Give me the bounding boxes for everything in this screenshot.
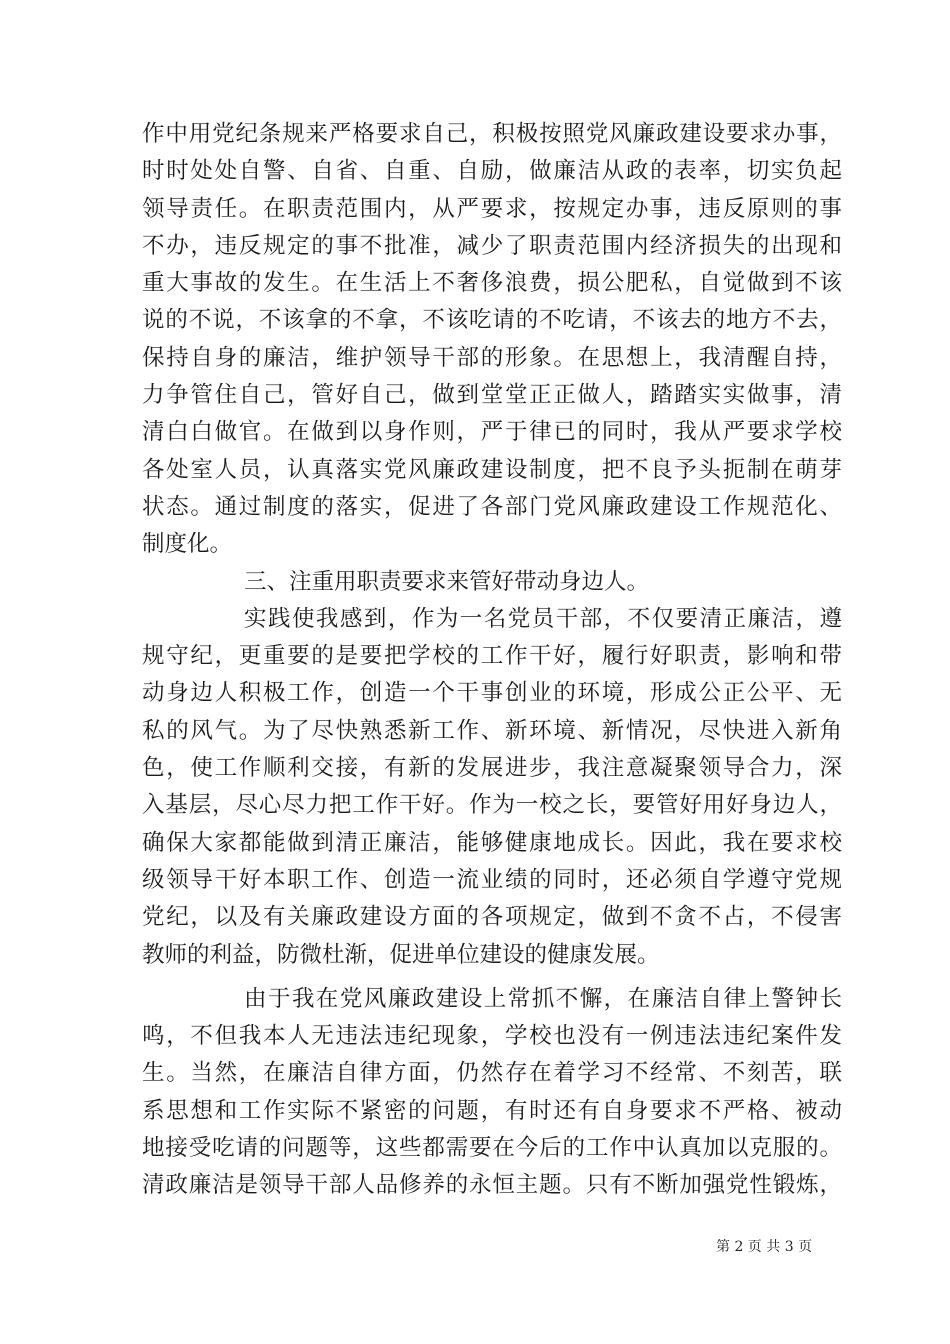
text-line: 实践使我感到，作为一名党员干部，不仅要清正廉洁，遵 [244, 605, 842, 632]
text-line: 不办，违反规定的事不批准，减少了职责范围内经济损失的出现和 [142, 232, 842, 259]
text-line: 教师的利益，防微杜渐，促进单位建设的健康发展。 [142, 941, 660, 968]
text-line: 各处室人员，认真落实党风廉政建设制度，把不良予头扼制在萌芽 [142, 456, 842, 483]
text-line: 状态。通过制度的落实，促进了各部门党风廉政建设工作规范化、 [142, 493, 842, 520]
text-line: 领导责任。在职责范围内，从严要求，按规定办事，违反原则的事 [142, 195, 842, 222]
text-line: 系思想和工作实际不紧密的问题，有时还有自身要求不严格、被动 [142, 1097, 842, 1124]
text-line: 入基层，尽心尽力把工作干好。作为一校之长，要管好用好身边人， [142, 792, 842, 819]
paragraph-gap [142, 974, 842, 981]
text-line: 级领导干好本职工作、创造一流业绩的同时，还必须自学遵守党规 [142, 866, 842, 893]
paragraph-1 [142, 116, 842, 564]
text-line: 动身边人积极工作，创造一个干事创业的环境，形成公正公平、无 [142, 680, 842, 707]
document-body [142, 116, 842, 1205]
text-line: 作中用党纪条规来严格要求自己，积极按照党风廉政建设要求办事， [142, 121, 842, 147]
text-line: 色，使工作顺利交接，有新的发展进步，我注意凝聚领导合力，深 [142, 755, 842, 782]
paragraph-3 [142, 981, 842, 1205]
text-line: 地接受吃请的问题等，这些都需要在今后的工作中认真加以克服的。 [142, 1135, 842, 1162]
text-line: 说的不说，不该拿的不拿，不该吃请的不吃请，不该去的地方不去， [142, 307, 842, 334]
text-line: 清政廉洁是领导干部人品修养的永恒主题。只有不断加强党性锻炼， [142, 1172, 842, 1199]
text-line: 由于我在党风廉政建设上常抓不懈，在廉洁自律上警钟长 [244, 985, 842, 1012]
text-line: 清白白做官。在做到以身作则，严于律已的同时，我从严要求学校 [142, 419, 842, 446]
text-line: 鸣，不但我本人无违法违纪现象，学校也没有一例违法违纪案件发 [142, 1023, 842, 1050]
text-line: 制度化。 [142, 531, 233, 558]
page-number-footer: 第 2 页 共 3 页 [716, 1239, 813, 1255]
text-line: 生。当然，在廉洁自律方面，仍然存在着学习不经常、不刻苦，联 [142, 1060, 842, 1087]
text-line: 力争管住自己，管好自己，做到堂堂正正做人，踏踏实实做事，清 [142, 382, 842, 409]
paragraph-2 [142, 601, 842, 974]
text-line: 重大事故的发生。在生活上不奢侈浪费，损公肥私，自觉做到不该 [142, 270, 842, 297]
text-line: 保持自身的廉洁，维护领导干部的形象。在思想上，我清醒自持， [142, 344, 842, 371]
text-line: 规守纪，更重要的是要把学校的工作干好，履行好职责，影响和带 [142, 643, 842, 670]
text-line: 时时处处自警、自省、自重、自励，做廉洁从政的表率，切实负起 [142, 158, 842, 185]
section-heading-3: 三、注重用职责要求来管好带动身边人。 [244, 568, 650, 595]
text-line: 确保大家都能做到清正廉洁，能够健康地成长。因此，我在要求校 [142, 829, 842, 856]
text-line: 党纪，以及有关廉政建设方面的各项规定，做到不贪不占，不侵害 [142, 904, 842, 931]
text-line: 私的风气。为了尽快熟悉新工作、新环境、新情况，尽快进入新角 [142, 717, 842, 744]
